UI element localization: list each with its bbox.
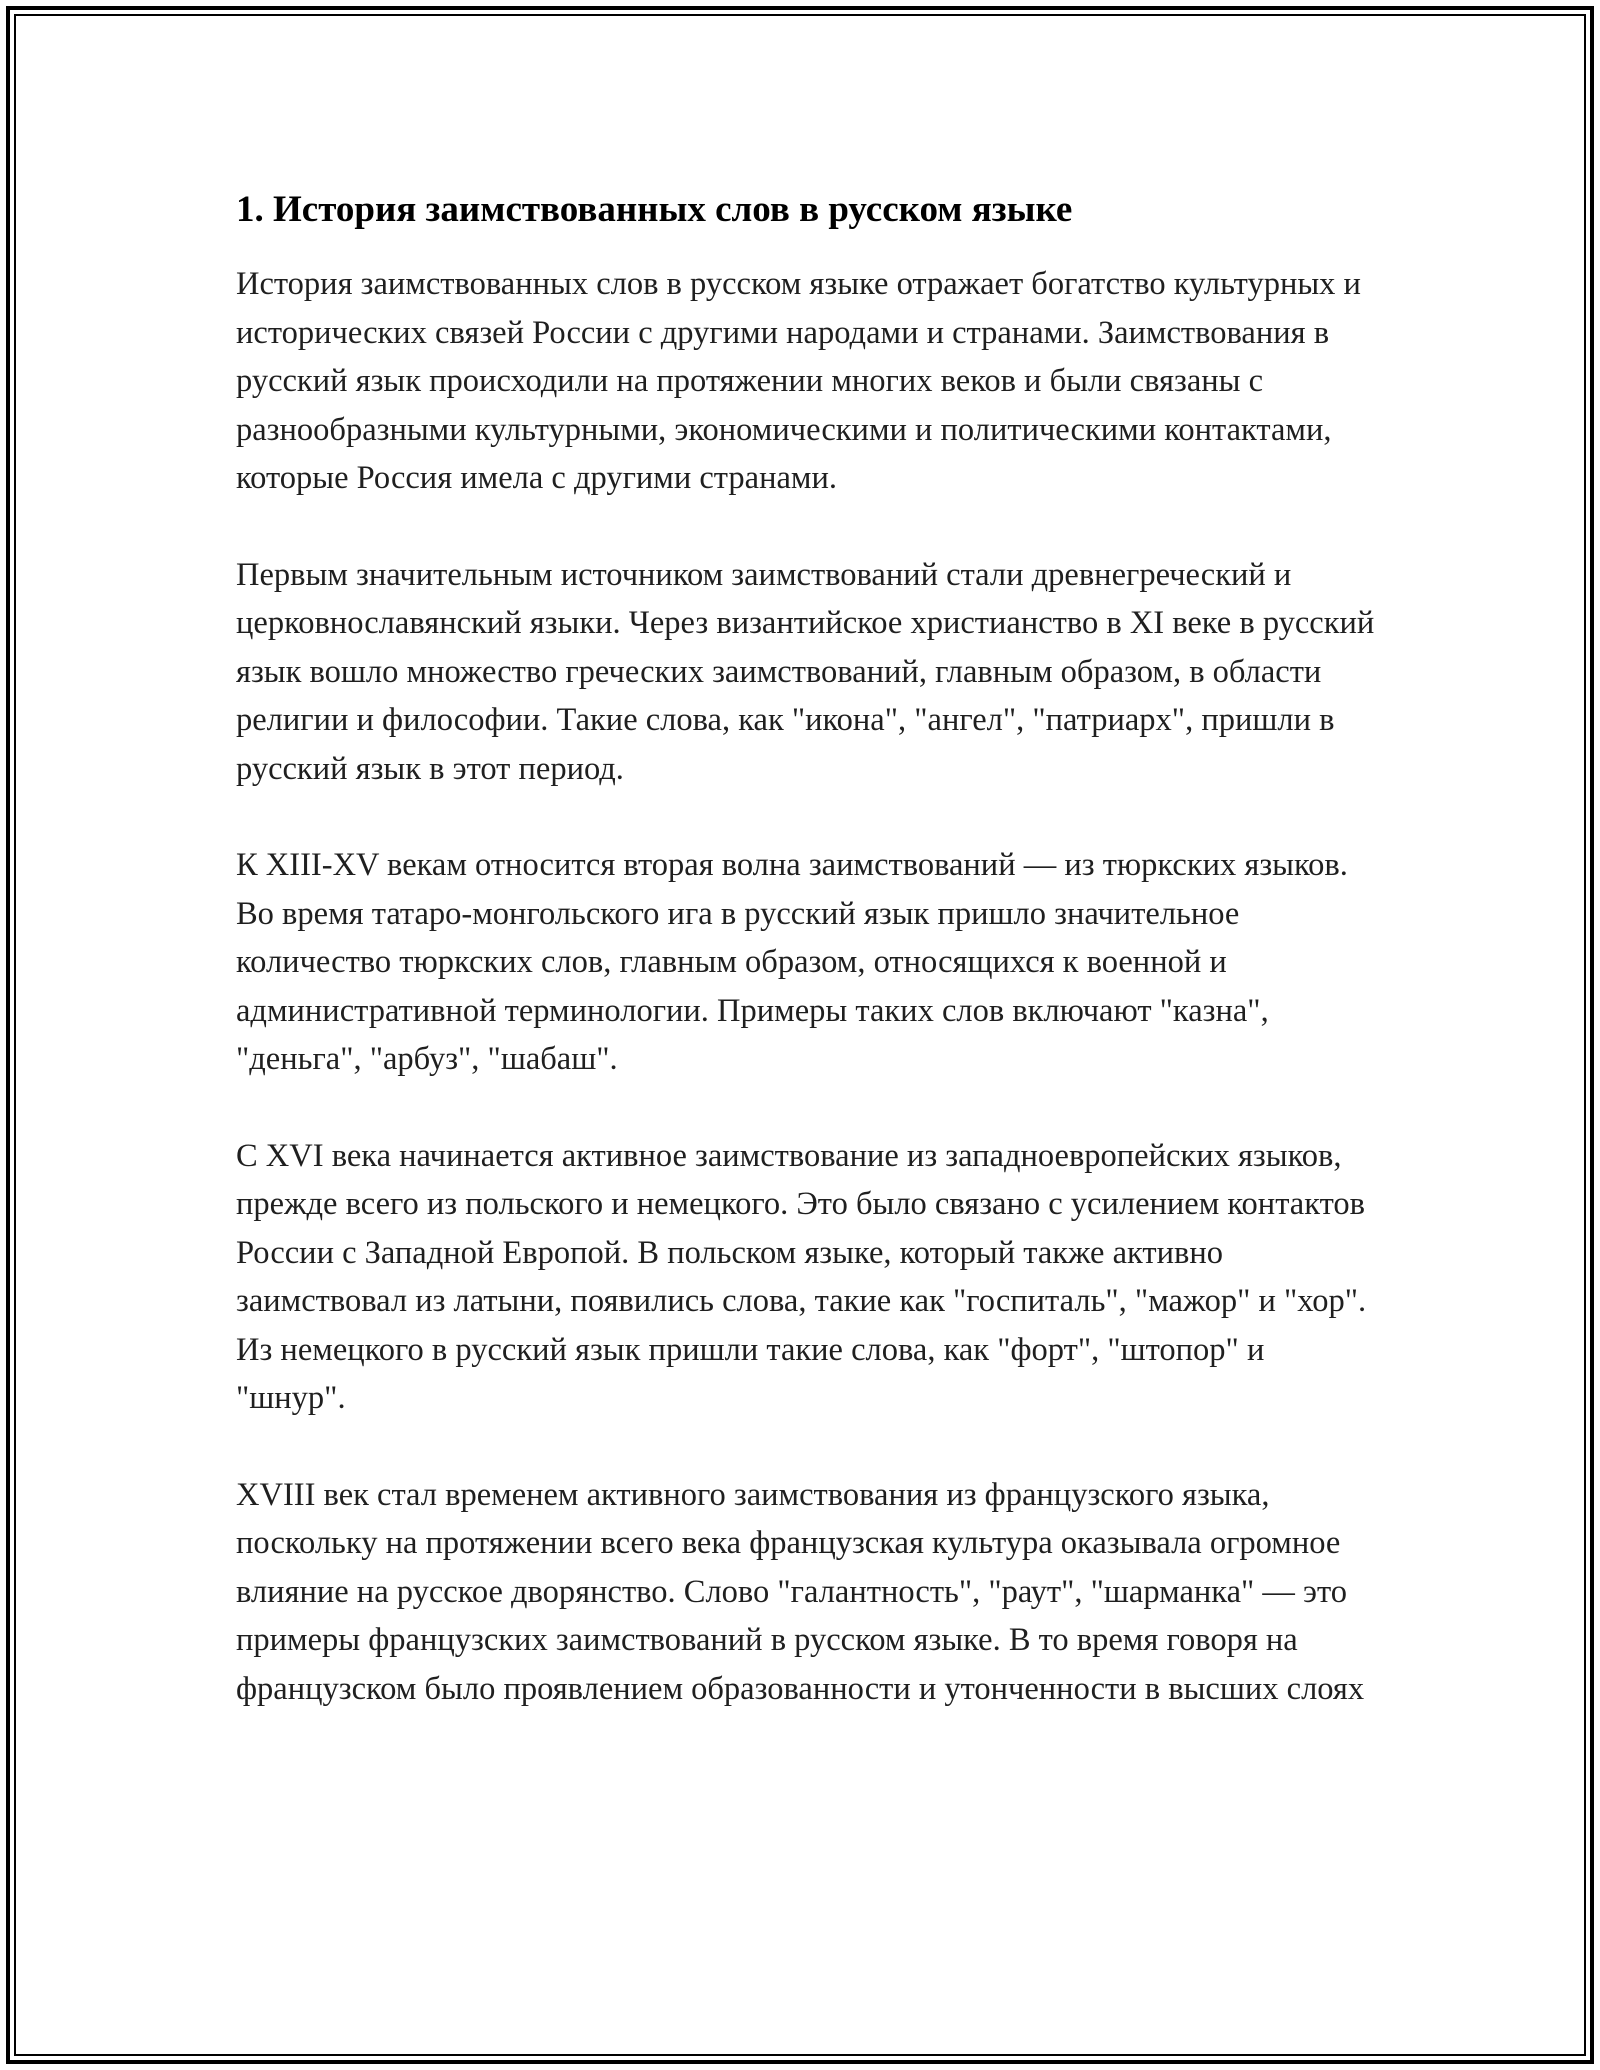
document-body <box>236 186 1376 1761</box>
paragraph-turkic-borrowings: К XIII-XV векам относится вторая волна заимствований — из тюркских языков. Во время татаро-монгольского ига в русский язык пришло значительное количество тюркских слов, главным образом, относящихся к военной и административной терминологии. Примеры таких слов включают "казна", "деньга", "арбуз", "шабаш". <box>236 847 1348 1077</box>
paragraph-greek-borrowings: Первым значительным источником заимствований стали древнегреческий и церковнославянский языки. Через византийское христианство в XI веке в русский язык вошло множество греческих заимствований, главным образом, в области религии и философии. Такие слова, как "икона", "ангел", "патриарх", пришли в русский язык в этот период. <box>236 556 1375 787</box>
paragraph-intro: История заимствованных слов в русском языке отражает богатство культурных и исторических связей России с другими народами и странами. Заимствования в русский язык происходили на протяжении многих веков и были связаны с разнообразными культурными, экономическими и политическими контактами, которые Россия имела с другими странами. <box>236 266 1361 496</box>
paragraph-french-borrowings: XVIII век стал временем активного заимствования из французского языка, поскольку на протяжении всего века французская культура оказывала огромное влияние на русское дворянство. Слово "галантность", "раут", "шарманка" — это примеры французских заимствований в русском языке. В то время говоря на французском было проявлением образованности и утонченности в высших слоях <box>236 1476 1365 1707</box>
section-heading: 1. История заимствованных слов в русском языке <box>236 189 1073 230</box>
paragraph-western-european-borrowings: С XVI века начинается активное заимствование из западноевропейских языков, прежде всего из польского и немецкого. Это было связано с усилением контактов России с Западной Европой. В польском языке, который также активно заимствовал из латыни, появились слова, такие как "госпиталь", "мажор" и "хор". Из немецкого в русский язык пришли такие слова, как "форт", "штопор" и "шнур". <box>236 1137 1367 1416</box>
